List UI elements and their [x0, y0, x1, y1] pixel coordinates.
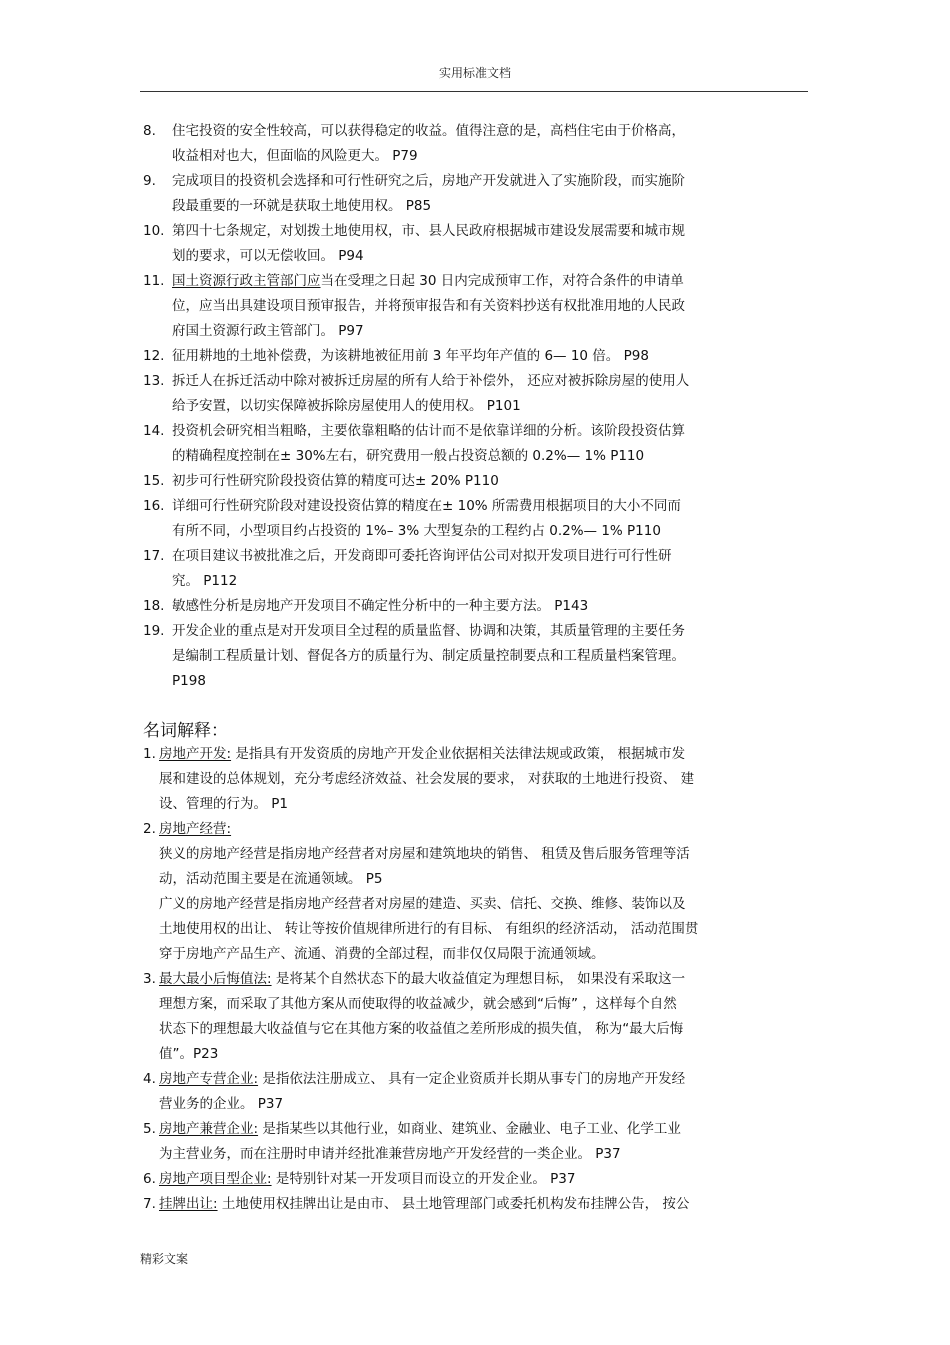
term-line: [159, 1070, 685, 1088]
item-number: 15.: [143, 473, 165, 489]
underlined-text: 国土资源行政主管部门应: [172, 273, 321, 289]
item-number: 17.: [143, 548, 165, 564]
item-line: 段最重要的一环就是获取土地使用权。 P85: [172, 198, 432, 214]
item-line-text: 当在受理之日起 30 日内完成预审工作，对符合条件的申请单: [320, 273, 684, 289]
item-number: 19.: [143, 623, 165, 639]
header-rule: [140, 91, 808, 92]
term-name: 房地产专营企业:: [159, 1071, 259, 1087]
item-line: 开发企业的重点是对开发项目全过程的质量监督、协调和决策，其质量管理的主要任务: [172, 623, 685, 639]
term-line: [159, 970, 685, 988]
term-number: 1.: [143, 746, 156, 762]
item-number: 11.: [143, 273, 165, 289]
term-line: 设、管理的行为。 P1: [159, 796, 289, 812]
item-number: 9.: [143, 173, 156, 189]
term-number: 7.: [143, 1196, 156, 1212]
term-definition: 是指某些以其他行业，如商业、建筑业、金融业、电子工业、化学工业: [258, 1121, 681, 1137]
page-footer: 精彩文案: [140, 1252, 189, 1266]
term-name: 最大最小后悔值法:: [159, 971, 272, 987]
term-line: [159, 1170, 575, 1188]
item-line: 划的要求，可以无偿收回。 P94: [172, 248, 364, 264]
item-line: 位，应当出具建设项目预审报告，并将预审报告和有关资料抄送有权批准用地的人民政: [172, 298, 685, 314]
item-line: 初步可行性研究阶段投资估算的精度可达± 20% P110: [172, 473, 499, 489]
term-number: 4.: [143, 1071, 156, 1087]
term-number: 6.: [143, 1171, 156, 1187]
term-name: 房地产兼营企业:: [159, 1121, 259, 1137]
item-number: 10.: [143, 223, 165, 239]
term-line: [159, 1195, 689, 1213]
page-header: 实用标准文档: [438, 66, 511, 80]
item-line: 在项目建议书被批准之后，开发商即可委托咨询评估公司对拟开发项目进行可行性研: [172, 548, 672, 564]
item-number: 14.: [143, 423, 165, 439]
item-line: 完成项目的投资机会选择和可行性研究之后，房地产开发就进入了实施阶段，而实施阶: [172, 173, 685, 189]
term-line: 广义的房地产经营是指房地产经营者对房屋的建造、买卖、信托、交换、维修、装饰以及: [159, 896, 686, 912]
item-line: 是编制工程质量计划、督促各方的质量行为、制定质量控制要点和工程质量档案管理。: [172, 648, 685, 664]
term-name: 房地产开发:: [159, 746, 232, 762]
term-line: 土地使用权的出让、 转让等按价值规律所进行的有目标、 有组织的经济活动， 活动范围贯: [159, 921, 699, 937]
term-name: 房地产项目型企业:: [159, 1171, 272, 1187]
term-definition: 是特别针对某一开发项目而设立的开发企业。 P37: [271, 1171, 576, 1187]
term-line: 值”。P23: [159, 1046, 219, 1062]
term-line: 为主营业务，而在注册时申请并经批准兼营房地产开发经营的一类企业。 P37: [159, 1146, 621, 1162]
term-number: 5.: [143, 1121, 156, 1137]
term-definition: 是将某个自然状态下的最大收益值定为理想目标， 如果没有采取这一: [271, 971, 686, 987]
term-line: 营业务的企业。 P37: [159, 1096, 284, 1112]
item-line: 拆迁人在拆迁活动中除对被拆迁房屋的所有人给于补偿外， 还应对被拆除房屋的使用人: [172, 373, 690, 389]
item-line: 有所不同，小型项目约占投资的 1%– 3% 大型复杂的工程约占 0.2%— 1% P110: [172, 523, 661, 539]
item-number: 8.: [143, 123, 156, 139]
item-line: 收益相对也大，但面临的风险更大。 P79: [172, 148, 418, 164]
item-line: 详细可行性研究阶段对建设投资估算的精度在± 10% 所需费用根据项目的大小不同而: [172, 498, 681, 514]
item-line: 给予安置，以切实保障被拆除房屋使用人的使用权。 P101: [172, 398, 521, 414]
item-number: 16.: [143, 498, 165, 514]
item-number: 12.: [143, 348, 165, 364]
item-line: 的精确程度控制在± 30%左右，研究费用一般占投资总额的 0.2%— 1% P110: [172, 448, 645, 464]
item-number: 13.: [143, 373, 165, 389]
term-definition: 是指依法注册成立、 具有一定企业资质并长期从事专门的房地产开发经: [258, 1071, 686, 1087]
item-line: 第四十七条规定，对划拨土地使用权，市、县人民政府根据城市建设发展需要和城市规: [172, 223, 685, 239]
term-name: 房地产经营:: [159, 821, 232, 837]
term-name: 挂牌出让:: [159, 1196, 218, 1212]
term-definition: 是指具有开发资质的房地产开发企业依据相关法律法规或政策， 根据城市发: [231, 746, 686, 762]
item-line: P198: [172, 673, 206, 689]
term-number: 2.: [143, 821, 156, 837]
term-line: 狭义的房地产经营是指房地产经营者对房屋和建筑地块的销售、 租赁及售后服务管理等活: [159, 846, 690, 862]
term-line: 展和建设的总体规划，充分考虑经济效益、社会发展的要求， 对获取的土地进行投资、 建: [159, 771, 695, 787]
term-line: 状态下的理想最大收益值与它在其他方案的收益值之差所形成的损失值， 称为“最大后悔: [159, 1021, 684, 1037]
term-line: [159, 820, 231, 838]
term-line: [159, 1120, 681, 1138]
term-line: 穿于房地产产品生产、流通、消费的全部过程，而非仅仅局限于流通领域。: [159, 946, 605, 962]
term-line: [159, 745, 685, 763]
item-line: 究。 P112: [172, 573, 238, 589]
item-line: [172, 272, 684, 290]
term-number: 3.: [143, 971, 156, 987]
section-title: 名词解释：: [143, 721, 228, 741]
item-line: 府国土资源行政主管部门。 P97: [172, 323, 364, 339]
item-line: 敏感性分析是房地产开发项目不确定性分析中的一种主要方法。 P143: [172, 598, 589, 614]
item-line: 住宅投资的安全性较高，可以获得稳定的收益。值得注意的是，高档住宅由于价格高，: [172, 123, 685, 139]
item-number: 18.: [143, 598, 165, 614]
term-line: 理想方案，而采取了其他方案从而使取得的收益减少，就会感到“后悔” ，这样每个自然: [159, 996, 677, 1012]
item-line: 投资机会研究相当粗略，主要依靠粗略的估计而不是依靠详细的分析。该阶段投资估算: [172, 423, 685, 439]
item-line: 征用耕地的土地补偿费，为该耕地被征用前 3 年平均年产值的 6— 10 倍。 P98: [172, 348, 649, 364]
term-line: 动，活动范围主要是在流通领域。 P5: [159, 871, 383, 887]
term-definition: 土地使用权挂牌出让是由市、 县土地管理部门或委托机构发布挂牌公告， 按公: [217, 1196, 690, 1212]
